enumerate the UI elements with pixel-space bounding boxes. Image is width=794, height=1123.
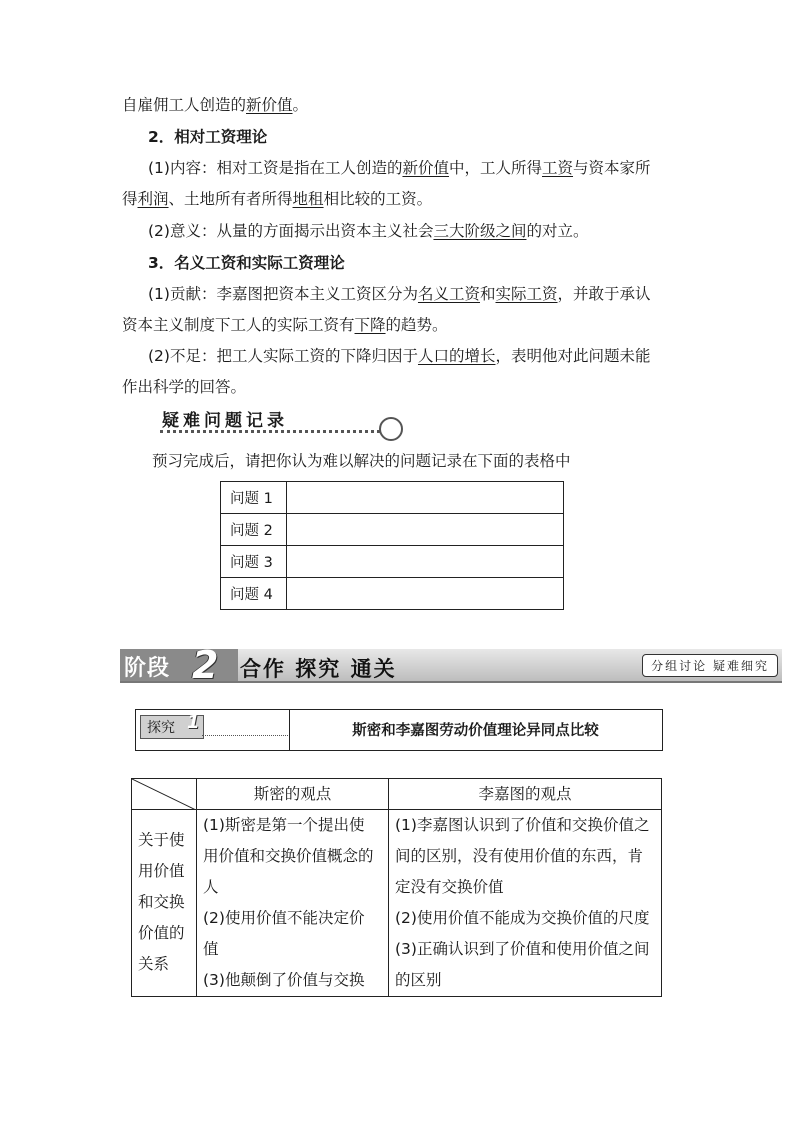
text-segment: (1)内容：相对工资是指在工人创造的 — [148, 159, 403, 177]
answer-cell[interactable] — [287, 482, 564, 514]
smith-view — [203, 810, 382, 996]
paragraph-line — [122, 315, 448, 335]
dotted-rule — [202, 735, 288, 736]
cell-line: 的区别 — [395, 971, 442, 989]
text-segment: (2)意义：从量的方面揭示出资本主义社会 — [148, 222, 434, 240]
cell-line: (3)他颠倒了价值与交换 — [203, 971, 365, 989]
comparison-table — [131, 778, 662, 997]
answer-cell[interactable] — [287, 514, 564, 546]
text-segment: ，并敢于承认 — [557, 285, 651, 303]
paragraph-line — [148, 346, 651, 366]
ricardo-view-cell — [389, 810, 662, 997]
cell-line: 关系 — [138, 955, 170, 973]
key-term: 下降 — [354, 316, 386, 334]
stage-number: 2 — [192, 643, 219, 687]
row-label — [138, 825, 190, 980]
question-label: 问题 2 — [221, 514, 287, 546]
cell-line: 价值的 — [138, 924, 185, 942]
column-header-ricardo: 李嘉图的观点 — [389, 779, 662, 810]
key-term: 工资 — [542, 159, 574, 177]
cell-line: (1)李嘉图认识到了价值和交换价值之 — [395, 816, 650, 834]
row-label-cell — [132, 810, 197, 997]
text-segment: 的对立。 — [526, 222, 589, 240]
question-record-title: 疑难问题记录 — [162, 411, 288, 431]
circle-icon — [379, 417, 403, 441]
text-segment: 中，工人所得 — [448, 159, 542, 177]
cell-line: 用价值和交换价值概念的 — [203, 847, 374, 865]
text-segment: 、土地所有者所得 — [168, 190, 293, 208]
cell-line: 定没有交换价值 — [395, 878, 504, 896]
text-segment: 作出科学的回答。 — [122, 378, 247, 396]
text-segment: ，表明他对此问题未能 — [495, 347, 651, 365]
answer-cell[interactable] — [287, 546, 564, 578]
question-record-table — [220, 481, 564, 610]
stage-banner — [120, 645, 782, 685]
cell-line: (2)使用价值不能成为交换价值的尺度 — [395, 909, 650, 927]
question-label: 问题 1 — [221, 482, 287, 514]
cell-line: (3)正确认识到了价值和使用价值之间 — [395, 940, 650, 958]
paragraph-line — [122, 95, 308, 115]
column-header-smith: 斯密的观点 — [197, 779, 389, 810]
table-row — [221, 514, 564, 546]
explore-tag — [140, 712, 204, 739]
explore-tag-label: 探究 — [147, 720, 175, 736]
text-segment: (2)不足：把工人实际工资的下降归因于 — [148, 347, 418, 365]
text-segment: 和 — [479, 285, 496, 303]
cell-line: (1)斯密是第一个提出使 — [203, 816, 365, 834]
explore-box — [135, 709, 663, 751]
paragraph-line — [122, 377, 246, 397]
key-term: 新价值 — [402, 159, 449, 177]
text-segment: 自雇佣工人创造的 — [122, 96, 247, 114]
cell-line: 用价值 — [138, 862, 185, 880]
table-row — [221, 578, 564, 610]
paragraph-line — [148, 127, 267, 147]
cell-line: 和交换 — [138, 893, 185, 911]
key-term: 名义工资 — [417, 285, 480, 303]
stage-title: 合作 探究 通关 — [240, 657, 397, 681]
diagonal-line-icon — [132, 779, 196, 810]
key-term: 三大阶级之间 — [433, 222, 527, 240]
text-segment: 的趋势。 — [385, 316, 448, 334]
stage-label: 阶段 — [124, 656, 171, 681]
explore-tag-number: 1 — [187, 712, 200, 733]
cell-line: 值 — [203, 940, 219, 958]
cell-line: (2)使用价值不能决定价 — [203, 909, 365, 927]
question-record-instruction: 预习完成后，请把你认为难以解决的问题记录在下面的表格中 — [152, 452, 571, 470]
question-label: 问题 3 — [221, 546, 287, 578]
paragraph-line — [148, 253, 345, 273]
key-term: 人口的增长 — [417, 347, 496, 365]
explore-title: 斯密和李嘉图劳动价值理论异同点比较 — [352, 723, 599, 739]
dotted-rule — [160, 430, 380, 433]
table-row — [221, 546, 564, 578]
table-header-row — [132, 779, 662, 810]
paragraph-line — [148, 158, 651, 178]
paragraph-line — [148, 284, 651, 304]
cell-line: 人 — [203, 878, 219, 896]
table-row — [132, 810, 662, 997]
key-term: 地租 — [292, 190, 324, 208]
explore-tag-cell — [136, 710, 290, 750]
paragraph-line — [122, 189, 432, 209]
text-segment: 相比较的工资。 — [323, 190, 433, 208]
ricardo-view — [395, 810, 655, 996]
key-term: 新价值 — [246, 96, 293, 114]
text-segment: 2．相对工资理论 — [148, 128, 268, 146]
text-segment: 得 — [122, 190, 138, 208]
paragraph-line — [148, 221, 589, 241]
text-segment: 资本主义制度下工人的实际工资有 — [122, 316, 355, 334]
cell-line: 关于使 — [138, 831, 185, 849]
text-segment: 与资本家所 — [573, 159, 651, 177]
text-segment: 3．名义工资和实际工资理论 — [148, 254, 345, 272]
answer-cell[interactable] — [287, 578, 564, 610]
question-record-header — [158, 404, 403, 444]
diagonal-header-cell — [132, 779, 197, 810]
question-label: 问题 4 — [221, 578, 287, 610]
smith-view-cell — [197, 810, 389, 997]
table-row — [221, 482, 564, 514]
text-segment: (1)贡献：李嘉图把资本主义工资区分为 — [148, 285, 418, 303]
key-term: 利润 — [137, 190, 169, 208]
text-segment: 。 — [292, 96, 309, 114]
cell-line: 间的区别，没有使用价值的东西，肯 — [395, 847, 644, 865]
key-term: 实际工资 — [495, 285, 558, 303]
stage-tag: 分组讨论 疑难细究 — [642, 654, 778, 677]
